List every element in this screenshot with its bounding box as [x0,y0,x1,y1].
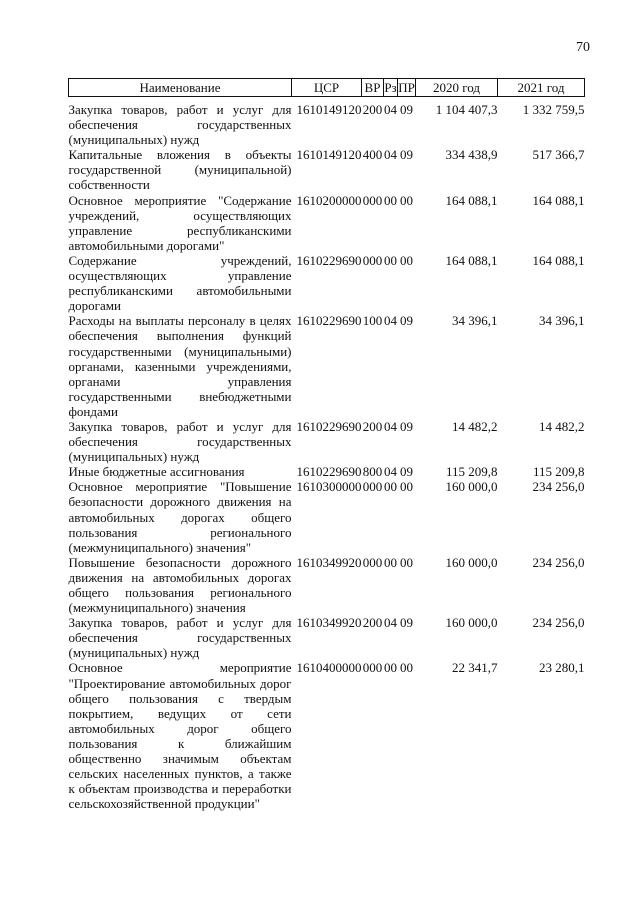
table-row [69,253,585,313]
row-amount-2021: 34 396,1 [539,313,585,329]
row-rz: 00 [384,252,397,268]
row-name: Закупка товаров, работ и услуг для обеспечения государственных (муниципальных) нужд [68,102,292,148]
row-csr: 1610349920 [296,615,362,631]
row-amount-2020: 160 000,0 [445,615,498,631]
row-rz: 04 [384,147,397,163]
row-vr: 000 [362,554,383,570]
row-amount-2021: 115 209,8 [532,464,585,480]
row-pr: 09 [400,102,413,117]
row-vr: 000 [362,252,383,268]
row-rz: 04 [384,313,397,329]
row-vr: 200 [362,418,383,434]
table-row [69,313,585,419]
row-vr: 800 [362,464,383,480]
row-pr: 00 [400,252,413,268]
row-amount-2021: 164 088,1 [532,192,585,208]
row-amount-2020: 160 000,0 [445,479,498,495]
row-pr: 09 [400,418,413,434]
table-header-row [69,79,585,97]
row-pr: 09 [400,615,413,631]
row-name: Иные бюджетные ассигнования [68,464,245,480]
row-pr: 00 [400,192,413,208]
row-pr: 09 [400,147,413,163]
row-name: Капитальные вложения в объекты государственной (муниципальной) собственности [68,147,292,193]
table-row [69,660,585,811]
row-pr: 00 [400,479,413,495]
row-amount-2021: 23 280,1 [539,660,585,676]
row-name: Содержание учреждений, осуществляющих управление республиканскими автомобильными дорогами [68,252,292,314]
row-amount-2020: 22 341,7 [452,660,498,676]
row-amount-2020: 1 104 407,3 [435,102,498,117]
header-pr: ПР [398,79,415,95]
row-rz: 00 [384,554,397,570]
row-vr: 200 [362,615,383,631]
row-rz: 04 [384,464,397,480]
row-name: Основное мероприятие "Проектирование автомобильных дорог общего пользования с твердым покрытием, ведущих от сети автомобильных дорог общего пользования к ближайшим общественно значимым объектам сельских населенных пунктов, а также к объектам производства и переработки сельскохозяйственной продукции" [68,660,292,812]
table-row [69,419,585,464]
table-row [69,479,585,554]
row-vr: 200 [362,102,383,117]
row-csr: 1610349920 [296,554,362,570]
row-csr: 1610400000 [296,660,362,676]
row-rz: 00 [384,479,397,495]
row-csr: 1610149120 [296,102,362,117]
row-vr: 100 [362,313,383,329]
page-number: 70 [576,40,590,55]
row-amount-2021: 234 256,0 [532,615,585,631]
row-name: Закупка товаров, работ и услуг для обеспечения государственных (муниципальных) нужд [68,418,292,465]
row-csr: 1610229690 [296,418,362,434]
row-rz: 04 [384,418,397,434]
header-csr: ЦСР [292,79,362,97]
row-amount-2021: 234 256,0 [532,554,585,570]
row-vr: 000 [362,192,383,208]
row-name: Повышение безопасности дорожного движения на автомобильных дорогах общего пользования регионального (межмуниципального) значения [68,554,292,616]
row-vr: 000 [362,660,383,676]
row-csr: 1610149120 [296,147,362,163]
table-row [69,147,585,192]
row-csr: 1610229690 [296,313,362,329]
row-name: Основное мероприятие "Содержание учреждений, осуществляющих управление республиканскими автомобильными дорогами" [68,192,292,253]
row-name: Основное мероприятие "Повышение безопасности дорожного движения на автомобильных дорогах общего пользования регионального (межмуниципального) значения" [68,479,292,555]
table-row [69,193,585,253]
row-rz: 04 [384,102,397,117]
budget-table [68,78,585,811]
row-amount-2020: 164 088,1 [445,252,498,268]
row-amount-2021: 164 088,1 [532,252,585,268]
row-vr: 000 [362,479,383,495]
row-pr: 09 [400,464,413,480]
header-rz: Рз [384,79,397,95]
row-csr: 1610229690 [296,464,362,480]
header-year-2020: 2020 год [416,79,498,97]
row-amount-2021: 517 366,7 [532,147,585,163]
row-amount-2020: 164 088,1 [445,192,498,208]
row-rz: 00 [384,192,397,208]
row-rz: 04 [384,615,397,631]
row-amount-2020: 334 438,9 [445,147,498,163]
row-csr: 1610200000 [296,192,362,208]
row-amount-2020: 115 209,8 [445,464,498,480]
row-amount-2020: 14 482,2 [452,418,498,434]
row-amount-2020: 160 000,0 [445,554,498,570]
row-pr: 09 [400,313,413,329]
header-vr: ВР [362,79,384,97]
row-amount-2021: 234 256,0 [532,479,585,495]
header-name: Наименование [69,79,292,97]
row-name: Расходы на выплаты персоналу в целях обеспечения выполнения функций государственными (муниципальными) органами, казенными учреждениями, органами управления государственными внебюджетными фондами [68,313,292,419]
row-csr: 1610300000 [296,479,362,495]
row-name: Закупка товаров, работ и услуг для обеспечения государственных (муниципальных) нужд [68,615,292,661]
row-pr: 00 [400,554,413,570]
row-amount-2020: 34 396,1 [452,313,498,329]
row-amount-2021: 14 482,2 [539,418,585,434]
row-amount-2021: 1 332 759,5 [522,102,585,117]
row-rz: 00 [384,660,397,676]
table-row [69,555,585,615]
row-pr: 00 [400,660,413,676]
row-csr: 1610229690 [296,252,362,268]
table-row [69,464,585,479]
table-row [69,97,585,148]
table-row [69,615,585,660]
row-vr: 400 [362,147,383,163]
header-year-2021: 2021 год [498,79,585,97]
